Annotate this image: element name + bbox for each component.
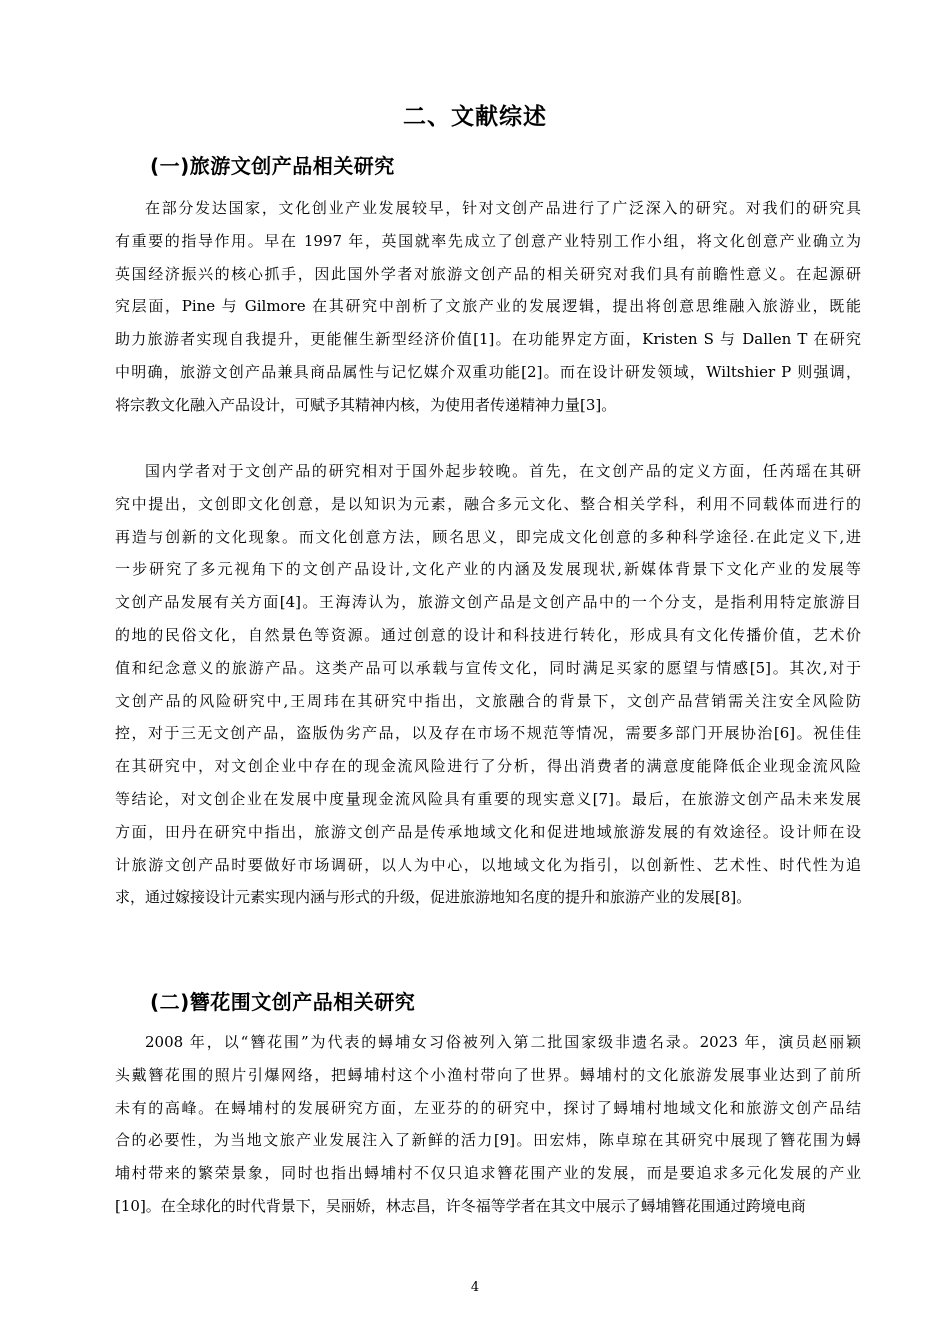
text-line: 文创产品发展有关方面[4]。王海涛认为，旅游文创产品是文创产品中的一个分支，是指利用特定旅游目: [115, 593, 861, 612]
text-line: 合的必要性，为当地文旅产业发展注入了新鲜的活力[9]。田宏炜，陈卓琼在其研究中展现了簪花围为蟳: [115, 1131, 861, 1150]
text-line: 将宗教文化融入产品设计，可赋予其精神内核，为使用者传递精神力量[3]。: [115, 395, 617, 414]
text-line: 在部分发达国家，文化创业产业发展较早，针对文创产品进行了广泛深入的研究。对我们的研究具: [145, 199, 861, 217]
section-1-paragraph-2: [115, 455, 861, 914]
text-line: 在其研究中，对文创企业中存在的现金流风险进行了分析，得出消费者的满意度能降低企业现金流风险: [115, 757, 861, 776]
text-line: 中明确，旅游文创产品兼具商品属性与记忆媒介双重功能[2]。而在设计研发领域，Wiltshier P 则强调，: [115, 362, 861, 381]
text-line: 控，对于三无文创产品，盗版伪劣产品，以及存在市场不规范等情况，需要多部门开展协治[6]。祝佳佳: [115, 724, 861, 743]
text-line: 一步研究了多元视角下的文创产品设计,文化产业的内涵及发展现状,新媒体背景下文化产业的发展等: [115, 560, 861, 579]
text-line: 再造与创新的文化现象。而文化创意方法，顾名思义，即完成文化创意的多种科学途径.在此定义下,进: [115, 527, 861, 546]
section-2-paragraph-1: [115, 1026, 861, 1223]
text-line: 文创产品的风险研究中,王周玮在其研究中指出，文旅融合的背景下，文创产品营销需关注安全风险防: [115, 691, 861, 710]
chapter-title: 二、文献综述: [403, 104, 547, 130]
text-line: 方面，田丹在研究中指出，旅游文创产品是传承地域文化和促进地域旅游发展的有效途径。设计师在设: [115, 822, 861, 841]
page-number: 4: [470, 1280, 480, 1295]
text-line: 等结论，对文创企业在发展中度量现金流风险具有重要的现实意义[7]。最后，在旅游文创产品未来发展: [115, 789, 861, 808]
text-line: 计旅游文创产品时要做好市场调研，以人为中心，以地域文化为指引，以创新性、艺术性、时代性为追: [115, 855, 861, 874]
text-line: 头戴簪花围的照片引爆网络，把蟳埔村这个小渔村带向了世界。蟳埔村的文化旅游发展事业达到了前所: [115, 1065, 861, 1084]
text-line: 未有的高峰。在蟳埔村的发展研究方面，左亚芬的的研究中，探讨了蟳埔村地域文化和旅游文创产品结: [115, 1098, 861, 1117]
text-line: 英国经济振兴的核心抓手，因此国外学者对旅游文创产品的相关研究对我们具有前瞻性意义。在起源研: [115, 264, 861, 283]
text-line: 值和纪念意义的旅游产品。这类产品可以承载与宣传文化，同时满足买家的愿望与情感[5]。其次,对于: [115, 658, 861, 677]
text-line: 有重要的指导作用。早在 1997 年，英国就率先成立了创意产业特别工作小组，将文化创意产业确立为: [115, 231, 861, 250]
text-line: 求，通过嫁接设计元素实现内涵与形式的升级，促进旅游地知名度的提升和旅游产业的发展[8]。: [115, 888, 752, 907]
text-line: 2008 年，以“簪花围”为代表的蟳埔女习俗被列入第二批国家级非遗名录。2023 年，演员赵丽颖: [145, 1033, 861, 1051]
section-1-paragraph-1: [115, 192, 861, 422]
text-line: 助力旅游者实现自我提升，更能催生新型经济价值[1]。在功能界定方面，Kristen S 与 Dallen T 在研究: [115, 330, 861, 349]
text-line: 究层面，Pine 与 Gilmore 在其研究中剖析了文旅产业的发展逻辑，提出将创意思维融入旅游业，既能: [115, 297, 861, 316]
text-line: [10]。在全球化的时代背景下，吴丽娇，林志昌，许冬福等学者在其文中展示了蟳埔簪花围通过跨境电商: [115, 1196, 806, 1215]
text-line: 埔村带来的繁荣景象，同时也指出蟳埔村不仅只追求簪花围产业的发展，而是要追求多元化发展的产业: [115, 1164, 861, 1183]
section-title-1: (一)旅游文创产品相关研究: [150, 154, 395, 178]
text-line: 究中提出，文创即文化创意，是以知识为元素，融合多元文化、整合相关学科，利用不同载体而进行的: [115, 494, 861, 513]
section-title-2: (二)簪花围文创产品相关研究: [150, 990, 416, 1014]
text-line: 的地的民俗文化，自然景色等资源。通过创意的设计和科技进行转化，形成具有文化传播价值，艺术价: [115, 625, 861, 644]
text-line: 国内学者对于文创产品的研究相对于国外起步较晚。首先，在文创产品的定义方面，任芮瑶在其研: [145, 462, 861, 480]
